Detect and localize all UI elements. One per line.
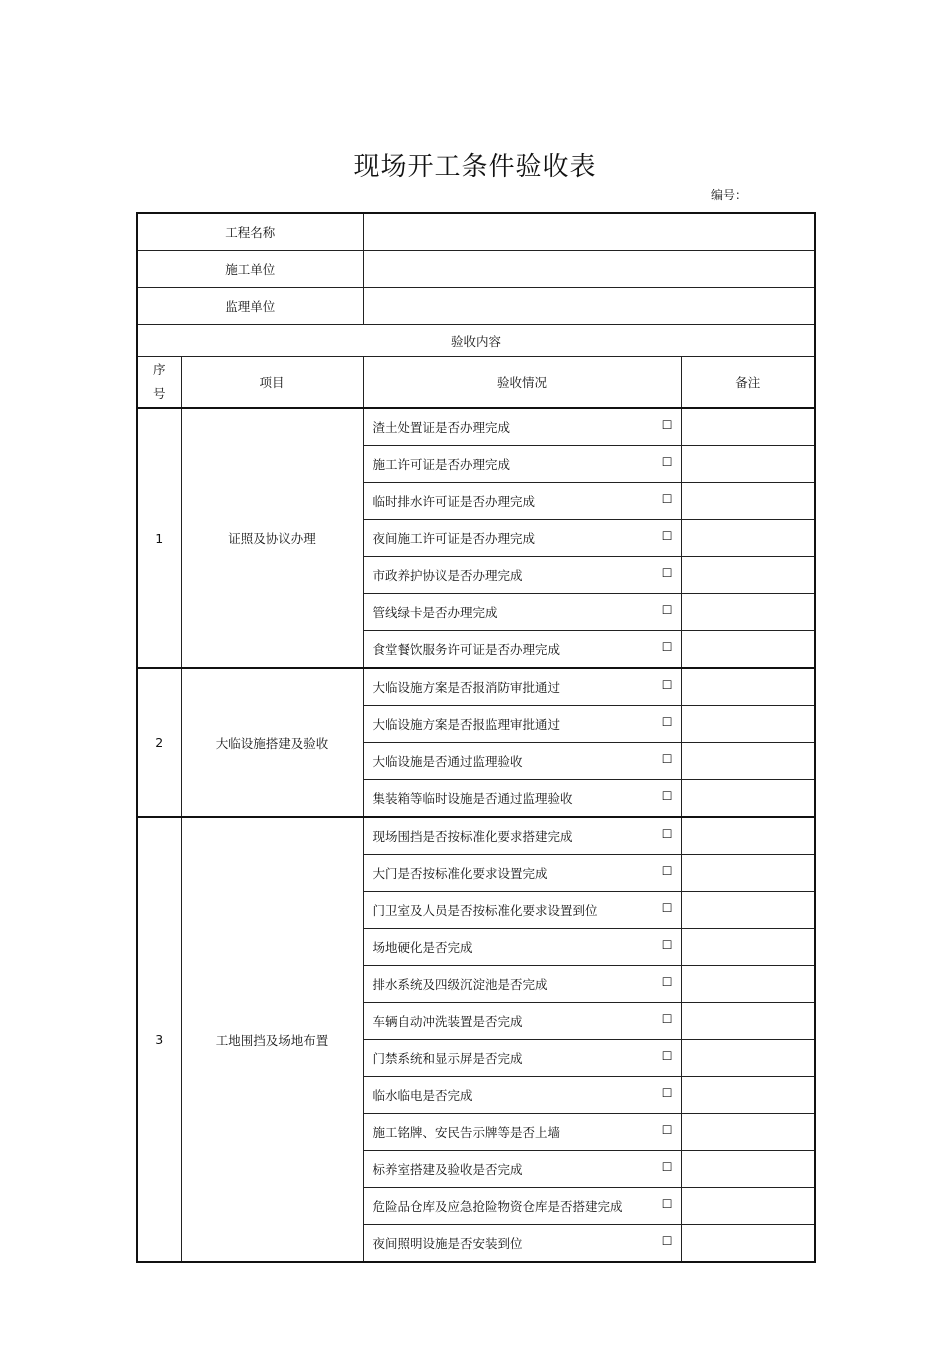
checkbox-icon[interactable]: ☐	[661, 1123, 673, 1137]
checkbox-icon[interactable]: ☐	[661, 752, 673, 766]
check-item	[363, 855, 681, 892]
remark-cell[interactable]	[681, 1040, 815, 1077]
check-item-label: 现场围挡是否按标准化要求搭建完成	[372, 829, 573, 844]
check-item-label: 食堂餐饮服务许可证是否办理完成	[372, 642, 561, 657]
check-item	[363, 631, 681, 669]
group-seq: 1	[137, 408, 181, 668]
remark-cell[interactable]	[681, 557, 815, 594]
check-item-label: 市政养护协议是否办理完成	[372, 568, 523, 583]
group-name: 大临设施搭建及验收	[181, 668, 363, 817]
remark-cell[interactable]	[681, 892, 815, 929]
check-item-label: 场地硬化是否完成	[372, 940, 473, 955]
group-seq: 2	[137, 668, 181, 817]
checkbox-icon[interactable]: ☐	[661, 864, 673, 878]
checkbox-icon[interactable]: ☐	[661, 640, 673, 654]
checkbox-icon[interactable]: ☐	[661, 1160, 673, 1174]
remark-cell[interactable]	[681, 668, 815, 706]
check-item-label: 管线绿卡是否办理完成	[372, 605, 498, 620]
remark-cell[interactable]	[681, 780, 815, 818]
check-item	[363, 1077, 681, 1114]
table-row	[137, 817, 815, 855]
check-item	[363, 1225, 681, 1263]
checkbox-icon[interactable]: ☐	[661, 492, 673, 506]
check-item	[363, 520, 681, 557]
remark-cell[interactable]	[681, 1188, 815, 1225]
checkbox-icon[interactable]: ☐	[661, 529, 673, 543]
check-item	[363, 446, 681, 483]
supervisor-field[interactable]	[363, 288, 815, 325]
checkbox-icon[interactable]: ☐	[661, 1012, 673, 1026]
remark-cell[interactable]	[681, 594, 815, 631]
checkbox-icon[interactable]: ☐	[661, 715, 673, 729]
checkbox-icon[interactable]: ☐	[661, 678, 673, 692]
check-item-label: 门禁系统和显示屏是否完成	[372, 1051, 523, 1066]
check-item-label: 危险品仓库及应急抢险物资仓库是否搭建完成	[372, 1199, 623, 1214]
checkbox-icon[interactable]: ☐	[661, 1086, 673, 1100]
remark-cell[interactable]	[681, 446, 815, 483]
checkbox-icon[interactable]: ☐	[661, 1234, 673, 1248]
group-name: 证照及协议办理	[181, 408, 363, 668]
column-header-seq-text: 序 号	[152, 362, 166, 401]
remark-cell[interactable]	[681, 966, 815, 1003]
check-item	[363, 1188, 681, 1225]
column-header-remark: 备注	[681, 357, 815, 409]
column-header-item: 项目	[181, 357, 363, 409]
project-name-label: 工程名称	[137, 213, 363, 251]
check-item	[363, 1040, 681, 1077]
doc-number-label: 编号：	[711, 188, 748, 202]
checkbox-icon[interactable]: ☐	[661, 901, 673, 915]
column-header-status: 验收情况	[363, 357, 681, 409]
check-item	[363, 966, 681, 1003]
checkbox-icon[interactable]: ☐	[661, 827, 673, 841]
checkbox-icon[interactable]: ☐	[661, 603, 673, 617]
section-title: 验收内容	[137, 325, 815, 357]
remark-cell[interactable]	[681, 855, 815, 892]
check-item-label: 标养室搭建及验收是否完成	[372, 1162, 523, 1177]
check-item	[363, 1003, 681, 1040]
check-item	[363, 1114, 681, 1151]
remark-cell[interactable]	[681, 631, 815, 669]
check-item-label: 施工铭牌、安民告示牌等是否上墙	[372, 1125, 561, 1140]
remark-cell[interactable]	[681, 817, 815, 855]
remark-cell[interactable]	[681, 1225, 815, 1263]
checkbox-icon[interactable]: ☐	[661, 1197, 673, 1211]
remark-cell[interactable]	[681, 1003, 815, 1040]
check-item-label: 集装箱等临时设施是否通过监理验收	[372, 791, 573, 806]
group-name: 工地围挡及场地布置	[181, 817, 363, 1262]
remark-cell[interactable]	[681, 408, 815, 446]
check-item-label: 临水临电是否完成	[372, 1088, 473, 1103]
remark-cell[interactable]	[681, 1077, 815, 1114]
check-item-label: 门卫室及人员是否按标准化要求设置到位	[372, 903, 598, 918]
check-item-label: 临时排水许可证是否办理完成	[372, 494, 536, 509]
check-item-label: 夜间照明设施是否安装到位	[372, 1236, 523, 1251]
remark-cell[interactable]	[681, 1114, 815, 1151]
check-item-label: 施工许可证是否办理完成	[372, 457, 511, 472]
group-seq: 3	[137, 817, 181, 1262]
table-row	[137, 668, 815, 706]
page-title: 现场开工条件验收表	[353, 152, 597, 182]
check-item	[363, 408, 681, 446]
check-item	[363, 892, 681, 929]
check-item-label: 大临设施方案是否报监理审批通过	[372, 717, 561, 732]
check-item-label: 大门是否按标准化要求设置完成	[372, 866, 548, 881]
acceptance-table	[136, 212, 816, 1263]
project-name-field[interactable]	[363, 213, 815, 251]
checkbox-icon[interactable]: ☐	[661, 418, 673, 432]
check-item	[363, 483, 681, 520]
contractor-label: 施工单位	[137, 251, 363, 288]
column-header-seq	[137, 357, 181, 409]
check-item	[363, 1151, 681, 1188]
checkbox-icon[interactable]: ☐	[661, 566, 673, 580]
check-item	[363, 557, 681, 594]
checkbox-icon[interactable]: ☐	[661, 975, 673, 989]
check-item-label: 夜间施工许可证是否办理完成	[372, 531, 536, 546]
check-item-label: 大临设施是否通过监理验收	[372, 754, 523, 769]
remark-cell[interactable]	[681, 743, 815, 780]
supervisor-label: 监理单位	[137, 288, 363, 325]
check-item	[363, 706, 681, 743]
check-item	[363, 594, 681, 631]
remark-cell[interactable]	[681, 483, 815, 520]
remark-cell[interactable]	[681, 1151, 815, 1188]
checkbox-icon[interactable]: ☐	[661, 789, 673, 803]
table-row	[137, 408, 815, 446]
check-item-label: 大临设施方案是否报消防审批通过	[372, 680, 561, 695]
check-item	[363, 668, 681, 706]
check-item-label: 渣土处置证是否办理完成	[372, 420, 511, 435]
checkbox-icon[interactable]: ☐	[661, 938, 673, 952]
check-item	[363, 817, 681, 855]
remark-cell[interactable]	[681, 520, 815, 557]
check-item-label: 车辆自动冲洗装置是否完成	[372, 1014, 523, 1029]
checkbox-icon[interactable]: ☐	[661, 1049, 673, 1063]
check-item	[363, 780, 681, 818]
check-item	[363, 929, 681, 966]
remark-cell[interactable]	[681, 706, 815, 743]
remark-cell[interactable]	[681, 929, 815, 966]
contractor-field[interactable]	[363, 251, 815, 288]
check-item-label: 排水系统及四级沉淀池是否完成	[372, 977, 548, 992]
check-item	[363, 743, 681, 780]
checkbox-icon[interactable]: ☐	[661, 455, 673, 469]
